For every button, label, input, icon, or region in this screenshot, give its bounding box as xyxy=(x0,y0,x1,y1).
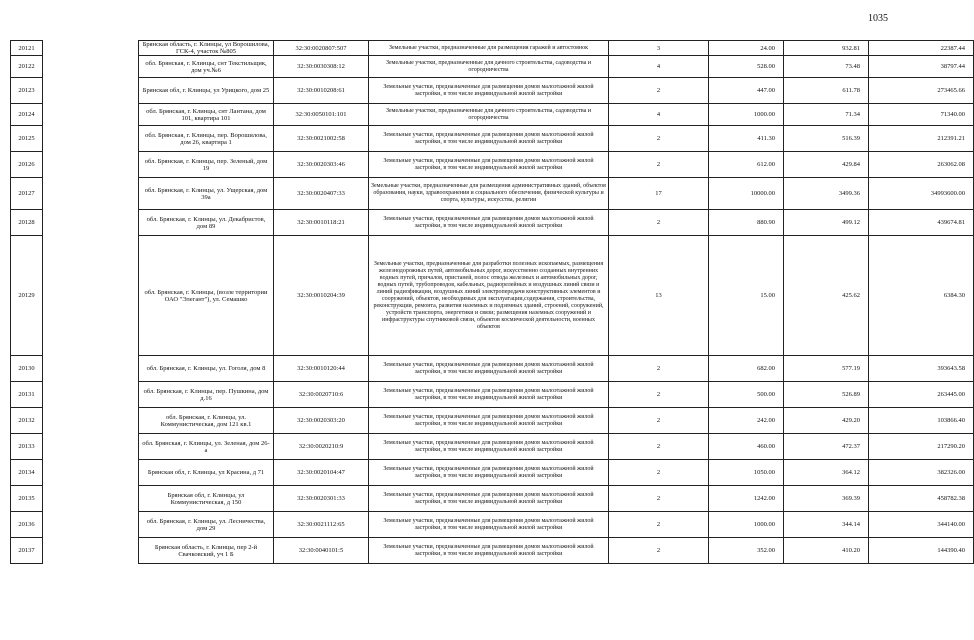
address-cell: обл. Брянская, г. Клинцы, (возле территории ОАО "Элегант"), ул. Семашко xyxy=(139,236,274,356)
cadastral-value: 71340.00 xyxy=(869,104,974,126)
specific-value: 73.48 xyxy=(784,56,869,78)
specific-value: 425.62 xyxy=(784,236,869,356)
specific-value: 410.20 xyxy=(784,538,869,564)
table-row xyxy=(11,178,974,210)
address-cell: обл. Брянская, г. Клинцы, пер. Пушкина, дом д.16 xyxy=(139,382,274,408)
cadastral-number: 32:30:0020303:20 xyxy=(274,408,369,434)
area-value: 1050.00 xyxy=(709,460,784,486)
area-value: 242.00 xyxy=(709,408,784,434)
cadastral-value: 34993600.00 xyxy=(869,178,974,210)
cadastral-value: 439674.81 xyxy=(869,210,974,236)
group-code: 2 xyxy=(609,152,709,178)
table-row xyxy=(11,512,974,538)
land-use-description: Земельные участки, предназначенные для размещения домов малоэтажной жилой застройки, в том числе индивидуальной жилой застройки xyxy=(369,356,609,382)
cadastral-number: 32:30:0020301:33 xyxy=(274,486,369,512)
empty-spacer-cell xyxy=(43,41,139,56)
empty-spacer-cell xyxy=(43,56,139,78)
address-cell: обл. Брянская, г. Клинцы, ул. Лесничества, дом 29 xyxy=(139,512,274,538)
specific-value: 472.37 xyxy=(784,434,869,460)
cadastral-number: 32:30:0010118:21 xyxy=(274,210,369,236)
area-value: 1242.00 xyxy=(709,486,784,512)
empty-spacer-cell xyxy=(43,434,139,460)
specific-value: 369.39 xyxy=(784,486,869,512)
table-row xyxy=(11,486,974,512)
row-number: 20130 xyxy=(11,356,43,382)
row-number: 20125 xyxy=(11,126,43,152)
cadastral-number: 32:30:0020104:47 xyxy=(274,460,369,486)
address-cell: обл. Брянская, г. Клинцы, снт Текстильщик, дом уч.№6 xyxy=(139,56,274,78)
area-value: 1000.00 xyxy=(709,512,784,538)
address-cell: Брянская обл, г. Клинцы, ул Урицкого, дом 25 xyxy=(139,78,274,104)
cadastral-number: 32:30:0021112:65 xyxy=(274,512,369,538)
group-code: 2 xyxy=(609,126,709,152)
land-use-description: Земельные участки, предназначенные для размещения домов малоэтажной жилой застройки, в том числе индивидуальной жилой застройки xyxy=(369,538,609,564)
table-row xyxy=(11,382,974,408)
area-value: 15.00 xyxy=(709,236,784,356)
empty-spacer-cell xyxy=(43,210,139,236)
table-row xyxy=(11,210,974,236)
specific-value: 577.19 xyxy=(784,356,869,382)
address-cell: обл. Брянская, г. Клинцы, ул. Ущерская, дом 39а xyxy=(139,178,274,210)
cadastral-number: 32:30:0021002:58 xyxy=(274,126,369,152)
group-code: 2 xyxy=(609,512,709,538)
specific-value: 429.84 xyxy=(784,152,869,178)
land-use-description: Земельные участки, предназначенные для размещения домов малоэтажной жилой застройки, в том числе индивидуальной жилой застройки xyxy=(369,78,609,104)
area-value: 24.00 xyxy=(709,41,784,56)
address-cell: обл. Брянская, г. Клинцы, ул. Декабристов, дом 89 xyxy=(139,210,274,236)
group-code: 2 xyxy=(609,538,709,564)
land-use-description: Земельные участки, предназначенные для размещения домов малоэтажной жилой застройки, в том числе индивидуальной жилой застройки xyxy=(369,408,609,434)
table-row xyxy=(11,408,974,434)
land-use-description: Земельные участки, предназначенные для размещения домов малоэтажной жилой застройки, в том числе индивидуальной жилой застройки xyxy=(369,210,609,236)
area-value: 1000.00 xyxy=(709,104,784,126)
area-value: 500.00 xyxy=(709,382,784,408)
address-cell: Брянская область, г. Клинцы, ул Ворошилова, ГСК-4, участок №805 xyxy=(139,41,274,56)
cadastral-value: 344140.00 xyxy=(869,512,974,538)
empty-spacer-cell xyxy=(43,78,139,104)
specific-value: 611.78 xyxy=(784,78,869,104)
table-row xyxy=(11,126,974,152)
cadastral-number: 32:30:0020710:6 xyxy=(274,382,369,408)
cadastral-value: 22387.44 xyxy=(869,41,974,56)
row-number: 20132 xyxy=(11,408,43,434)
area-value: 10000.00 xyxy=(709,178,784,210)
cadastral-number: 32:30:0020807:507 xyxy=(274,41,369,56)
land-use-description: Земельные участки, предназначенные для размещения домов малоэтажной жилой застройки, в том числе индивидуальной жилой застройки xyxy=(369,126,609,152)
land-use-description: Земельные участки, предназначенные для дачного строительства, садоводства и огородничества xyxy=(369,56,609,78)
area-value: 612.00 xyxy=(709,152,784,178)
specific-value: 429.20 xyxy=(784,408,869,434)
cadastral-number: 32:30:0040101:5 xyxy=(274,538,369,564)
cadastral-number: 32:30:0020210:9 xyxy=(274,434,369,460)
cadastral-number: 32:30:0020303:46 xyxy=(274,152,369,178)
empty-spacer-cell xyxy=(43,178,139,210)
row-number: 20133 xyxy=(11,434,43,460)
table-row xyxy=(11,56,974,78)
land-use-description: Земельные участки, предназначенные для размещения домов малоэтажной жилой застройки, в том числе индивидуальной жилой застройки xyxy=(369,460,609,486)
land-use-description: Земельные участки, предназначенные для размещения домов малоэтажной жилой застройки, в том числе индивидуальной жилой застройки xyxy=(369,512,609,538)
row-number: 20128 xyxy=(11,210,43,236)
land-use-description: Земельные участки, предназначенные для размещения домов малоэтажной жилой застройки, в том числе индивидуальной жилой застройки xyxy=(369,382,609,408)
table-row xyxy=(11,236,974,356)
row-number: 20126 xyxy=(11,152,43,178)
empty-spacer-cell xyxy=(43,512,139,538)
land-use-description: Земельные участки, предназначенные для разработки полезных ископаемых, размещения железнодорожных путей, автомобильных дорог, искусственно созданных внутренних водных путей, причалов, пристаней, полос отвода железных и автомобильных дорог, водных путей, трубопроводов, кабельных, радиорелейных и воздушных линий связи и линий радиофикации, воздушных линий электропередачи конструктивных элементов и сооружений, объектов, необходимых для эксплуатации,содержания, строительства, реконструкции, ремонта, развития наземных и подземных зданий, строений, сооружений, устройств транспорта, энергетики и связи; размещения наземных сооружений и инфраструктуры спутниковой связи, объектов космической деятельности, военных объектов xyxy=(369,236,609,356)
specific-value: 516.39 xyxy=(784,126,869,152)
group-code: 4 xyxy=(609,104,709,126)
empty-spacer-cell xyxy=(43,152,139,178)
area-value: 682.00 xyxy=(709,356,784,382)
land-cadastre-table xyxy=(10,40,974,564)
page-number: 1035 xyxy=(868,13,888,24)
empty-spacer-cell xyxy=(43,538,139,564)
table-row xyxy=(11,78,974,104)
specific-value: 526.89 xyxy=(784,382,869,408)
address-cell: обл. Брянская, г. Клинцы, ул. Коммунистическая, дом 121 кв.1 xyxy=(139,408,274,434)
cadastral-value: 458782.38 xyxy=(869,486,974,512)
empty-spacer-cell xyxy=(43,486,139,512)
table-row xyxy=(11,356,974,382)
address-cell: обл. Брянская, г. Клинцы, снт Лантана, дом 101, квартира 101 xyxy=(139,104,274,126)
cadastral-value: 382326.00 xyxy=(869,460,974,486)
row-number: 20137 xyxy=(11,538,43,564)
area-value: 447.00 xyxy=(709,78,784,104)
address-cell: Брянская обл, г. Клинцы, ул Коммунистическая, д 150 xyxy=(139,486,274,512)
empty-spacer-cell xyxy=(43,356,139,382)
table-row xyxy=(11,460,974,486)
area-value: 411.30 xyxy=(709,126,784,152)
empty-spacer-cell xyxy=(43,236,139,356)
group-code: 13 xyxy=(609,236,709,356)
address-cell: Брянская обл, г. Клинцы, ул Красина, д 71 xyxy=(139,460,274,486)
row-number: 20131 xyxy=(11,382,43,408)
specific-value: 499.12 xyxy=(784,210,869,236)
cadastral-value: 38797.44 xyxy=(869,56,974,78)
cadastral-value: 217290.20 xyxy=(869,434,974,460)
group-code: 2 xyxy=(609,486,709,512)
area-value: 528.00 xyxy=(709,56,784,78)
table-row xyxy=(11,434,974,460)
row-number: 20127 xyxy=(11,178,43,210)
cadastral-number: 32:30:0010120:44 xyxy=(274,356,369,382)
land-use-description: Земельные участки, предназначенные для размещения административных зданий, объектов образования, науки, здравоохранения и социального обеспечения, физической культуры и спорта, культуры, искусства, религии xyxy=(369,178,609,210)
land-use-description: Земельные участки, предназначенные для размещения домов малоэтажной жилой застройки, в том числе индивидуальной жилой застройки xyxy=(369,486,609,512)
group-code: 2 xyxy=(609,434,709,460)
table-row xyxy=(11,152,974,178)
cadastral-value: 144390.40 xyxy=(869,538,974,564)
row-number: 20134 xyxy=(11,460,43,486)
group-code: 2 xyxy=(609,210,709,236)
address-cell: обл. Брянская, г. Клинцы, пер. Ворошилова, дом 26, квартира 1 xyxy=(139,126,274,152)
cadastral-number: 32:30:0020407:33 xyxy=(274,178,369,210)
group-code: 2 xyxy=(609,78,709,104)
table-row xyxy=(11,104,974,126)
group-code: 4 xyxy=(609,56,709,78)
cadastral-value: 393643.58 xyxy=(869,356,974,382)
group-code: 2 xyxy=(609,408,709,434)
empty-spacer-cell xyxy=(43,382,139,408)
group-code: 17 xyxy=(609,178,709,210)
row-number: 20121 xyxy=(11,41,43,56)
empty-spacer-cell xyxy=(43,126,139,152)
cadastral-number: 32:30:0010204:39 xyxy=(274,236,369,356)
specific-value: 71.34 xyxy=(784,104,869,126)
empty-spacer-cell xyxy=(43,104,139,126)
row-number: 20136 xyxy=(11,512,43,538)
cadastral-value: 6384.30 xyxy=(869,236,974,356)
specific-value: 344.14 xyxy=(784,512,869,538)
cadastral-value: 263445.00 xyxy=(869,382,974,408)
row-number: 20124 xyxy=(11,104,43,126)
group-code: 3 xyxy=(609,41,709,56)
address-cell: обл. Брянская, г. Клинцы, пер. Зеленый, дом 19 xyxy=(139,152,274,178)
area-value: 460.00 xyxy=(709,434,784,460)
specific-value: 364.12 xyxy=(784,460,869,486)
cadastral-value: 103866.40 xyxy=(869,408,974,434)
cadastral-value: 263062.08 xyxy=(869,152,974,178)
area-value: 352.00 xyxy=(709,538,784,564)
address-cell: Брянская область, г. Клинцы, пер 2-й Свачковский, уч 1 Б xyxy=(139,538,274,564)
land-use-description: Земельные участки, предназначенные для размещения гаражей и автостоянок xyxy=(369,41,609,56)
empty-spacer-cell xyxy=(43,460,139,486)
land-use-description: Земельные участки, предназначенные для размещения домов малоэтажной жилой застройки, в том числе индивидуальной жилой застройки xyxy=(369,434,609,460)
cadastral-value: 212391.21 xyxy=(869,126,974,152)
cadastral-value: 273465.66 xyxy=(869,78,974,104)
group-code: 2 xyxy=(609,382,709,408)
specific-value: 3499.36 xyxy=(784,178,869,210)
table-row xyxy=(11,41,974,56)
land-use-description: Земельные участки, предназначенные для дачного строительства, садоводства и огородничества xyxy=(369,104,609,126)
cadastral-number: 32:30:0010208:61 xyxy=(274,78,369,104)
group-code: 2 xyxy=(609,356,709,382)
row-number: 20135 xyxy=(11,486,43,512)
empty-spacer-cell xyxy=(43,408,139,434)
address-cell: обл. Брянская, г. Клинцы, ул. Гоголя, дом 8 xyxy=(139,356,274,382)
address-cell: обл. Брянская, г. Клинцы, ул. Зеленая, дом 26-а xyxy=(139,434,274,460)
land-use-description: Земельные участки, предназначенные для размещения домов малоэтажной жилой застройки, в том числе индивидуальной жилой застройки xyxy=(369,152,609,178)
area-value: 880.90 xyxy=(709,210,784,236)
cadastral-number: 32:30:0030308:12 xyxy=(274,56,369,78)
specific-value: 932.81 xyxy=(784,41,869,56)
cadastral-number: 32:30:0050101:101 xyxy=(274,104,369,126)
table-row xyxy=(11,538,974,564)
row-number: 20122 xyxy=(11,56,43,78)
row-number: 20123 xyxy=(11,78,43,104)
row-number: 20129 xyxy=(11,236,43,356)
group-code: 2 xyxy=(609,460,709,486)
